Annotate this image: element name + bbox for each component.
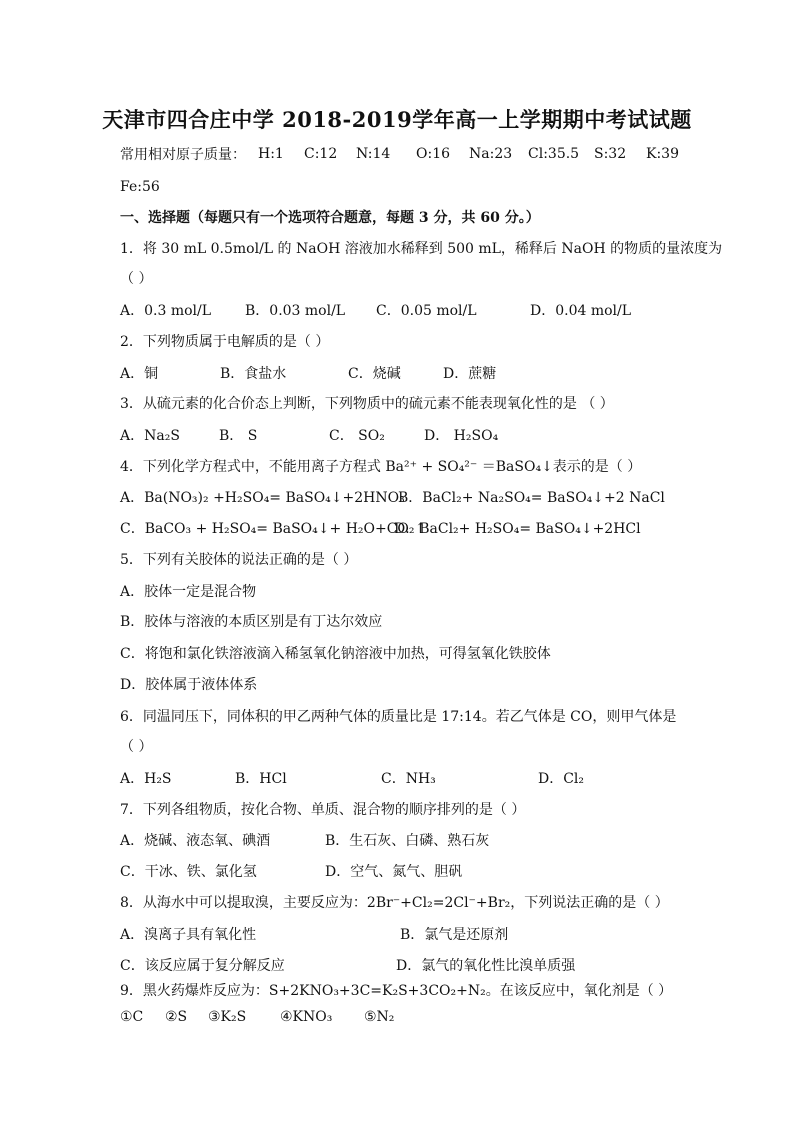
question-9-option-3: ③K₂S	[208, 1009, 247, 1025]
exam-title: 天津市四合庄中学 2018-2019学年高一上学期期中考试试题	[102, 107, 692, 132]
question-9-option-2: ②S	[165, 1009, 188, 1025]
question-1-option-a: A．0.3 mol/L	[120, 303, 212, 319]
question-6-stem: 6．同温同压下，同体积的甲乙两种气体的质量比是 17:14。若乙气体是 CO，则甲气体是	[120, 709, 677, 725]
atomic-mass-item: H:1	[258, 146, 284, 162]
question-2-option-a: A．铜	[120, 366, 159, 382]
question-8-stem: 8．从海水中可以提取溴，主要反应为：2Br⁻+Cl₂=2Cl⁻+Br₂，下列说法正确的是（ ）	[120, 895, 669, 911]
atomic-mass-item: S:32	[594, 146, 627, 162]
atomic-mass-item: N:14	[356, 146, 391, 162]
question-9-stem: 9．黑火药爆炸反应为：S+2KNO₃+3C=K₂S+3CO₂+N₂。在该反应中，氧化剂是（ ）	[120, 983, 673, 999]
question-6-option-a: A．H₂S	[120, 771, 172, 787]
question-6-option-c: C．NH₃	[381, 771, 436, 787]
question-7-option-d: D．空气、氮气、胆矾	[325, 864, 463, 880]
question-5-option-d: D．胶体属于液体体系	[120, 677, 258, 693]
question-6-option-b: B．HCl	[235, 771, 287, 787]
question-9-option-4: ④KNO₃	[280, 1009, 333, 1025]
question-7-option-c: C．干冰、铁、氯化氢	[120, 864, 257, 880]
question-7-stem: 7．下列各组物质，按化合物、单质、混合物的顺序排列的是（ ）	[120, 802, 526, 818]
atomic-mass-item: Na:23	[469, 146, 513, 162]
question-8-option-d: D．氯气的氧化性比溴单质强	[396, 958, 576, 974]
question-8-option-a: A．溴离子具有氧化性	[120, 927, 257, 943]
question-6-option-d: D．Cl₂	[538, 771, 585, 787]
question-3-option-b: B． S	[219, 428, 258, 444]
section-heading: 一、选择题（每题只有一个选项符合题意，每题 3 分，共 60 分。）	[120, 210, 540, 226]
question-4-option-b: B．BaCl₂+ Na₂SO₄= BaSO₄↓+2 NaCl	[398, 490, 665, 506]
question-4-option-d: D．BaCl₂+ H₂SO₄= BaSO₄↓+2HCl	[394, 521, 641, 537]
question-3-option-a: A．Na₂S	[120, 428, 180, 444]
question-4-option-a: A．Ba(NO₃)₂ +H₂SO₄= BaSO₄↓+2HNO₃	[120, 490, 405, 506]
atomic-mass-item: C:12	[304, 146, 338, 162]
question-2-option-d: D．蔗糖	[443, 366, 497, 382]
atomic-mass-item: Cl:35.5	[528, 146, 580, 162]
question-1-answer-paren: （ ）	[120, 271, 153, 287]
question-2-option-c: C．烧碱	[348, 366, 401, 382]
question-1-option-d: D．0.04 mol/L	[530, 303, 632, 319]
atomic-mass-label: 常用相对原子质量：	[120, 147, 246, 163]
question-5-option-c: C．将饱和氯化铁溶液滴入稀氢氧化钠溶液中加热，可得氢氧化铁胶体	[120, 646, 551, 662]
question-2-stem: 2．下列物质属于电解质的是（ ）	[120, 334, 330, 350]
atomic-mass-item: K:39	[646, 146, 679, 162]
question-8-option-c: C．该反应属于复分解反应	[120, 958, 285, 974]
question-7-option-a: A．烧碱、液态氧、碘酒	[120, 833, 271, 849]
question-9-option-1: ①C	[120, 1009, 144, 1025]
question-3-option-d: D． H₂SO₄	[424, 428, 499, 444]
question-8-option-b: B．氯气是还原剂	[400, 927, 509, 943]
question-4-stem: 4．下列化学方程式中，不能用离子方程式 Ba²⁺ + SO₄²⁻ ＝BaSO₄↓表示的是（ ）	[120, 459, 642, 475]
question-5-stem: 5．下列有关胶体的说法正确的是（ ）	[120, 552, 358, 568]
question-3-option-c: C． SO₂	[329, 428, 385, 444]
atomic-mass-wrap: Fe:56	[120, 179, 160, 195]
question-7-option-b: B．生石灰、白磷、熟石灰	[325, 833, 490, 849]
question-1-stem: 1．将 30 mL 0.5mol/L 的 NaOH 溶液加水稀释到 500 mL，稀释后 NaOH 的物质的量浓度为	[120, 241, 723, 257]
question-4-option-c: C．BaCO₃ + H₂SO₄= BaSO₄↓+ H₂O+CO₂↑	[120, 521, 427, 537]
question-2-option-b: B．食盐水	[220, 366, 287, 382]
question-5-option-b: B．胶体与溶液的本质区别是有丁达尔效应	[120, 614, 383, 630]
question-1-option-c: C．0.05 mol/L	[376, 303, 477, 319]
question-6-answer-paren: （ ）	[120, 739, 153, 755]
question-5-option-a: A．胶体一定是混合物	[120, 584, 257, 600]
question-1-option-b: B．0.03 mol/L	[245, 303, 346, 319]
atomic-mass-item: O:16	[416, 146, 451, 162]
question-9-option-5: ⑤N₂	[364, 1009, 395, 1025]
question-3-stem: 3．从硫元素的化合价态上判断，下列物质中的硫元素不能表现氧化性的是 （ ）	[120, 396, 614, 412]
